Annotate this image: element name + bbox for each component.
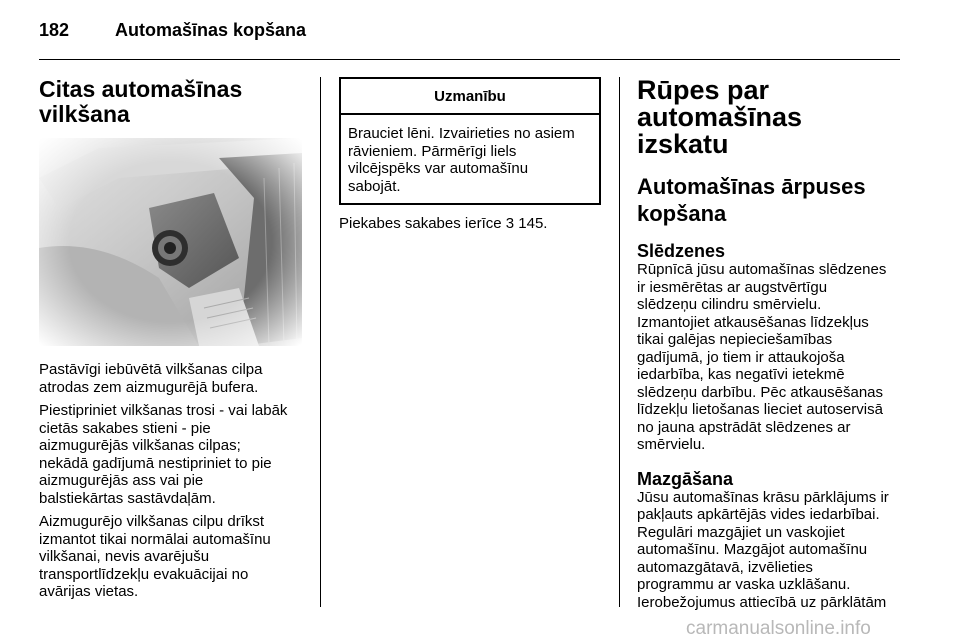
towing-paragraph-2: Piestipriniet vilkšanas trosi - vai labāk cietās sakabes stieni - pie aizmugurējās vilkšanas cilpas; nekādā gadījumā nestipriniet to pie aizmugurējās ass vai pie balstiekārtas sastāvdaļām. [39, 402, 288, 507]
page-number: 182 [39, 20, 70, 40]
caution-title: Uzmanību [341, 79, 599, 115]
caution-box [339, 77, 601, 205]
topic-heading-locks: Slēdzenes [637, 241, 726, 261]
section-heading-appearance: Rūpes par automašīnas izskatu [637, 75, 803, 159]
watermark: carmanualsonline.info [686, 618, 871, 639]
right-column [637, 77, 905, 611]
left-column [39, 77, 307, 601]
towing-paragraph-1: Pastāvīgi iebūvētā vilkšanas cilpa atrodas zem aizmugurējā bufera. [39, 361, 263, 396]
locks-paragraph: Rūpnīcā jūsu automašīnas slēdzenes ir iesmērētas ar augstvērtīgu slēdzeņu cilindru smērvielu. Izmantojiet atkausēšanas līdzekļus tikai galējas nepieciešamības gadījumā, jo tiem ir attaukojoša iedarbība, kas negatīvi ietekmē slēdzeņu darbību. Pēc atkausēšanas līdzekļu lietošanas lieciet autoservisā no jauna apstrādāt slēdzenes ar smērvielu. [637, 261, 887, 453]
cross-reference [339, 215, 605, 233]
section-heading-towing: Citas automašīnas vilkšana [39, 76, 243, 127]
reference-arrow-icon: 3 [505, 215, 515, 232]
header-rule [39, 59, 900, 60]
towing-eye-illustration [39, 138, 302, 346]
column-divider-left [320, 77, 321, 607]
page-title: Automašīnas kopšana [115, 20, 307, 40]
cross-reference-text: Piekabes sakabes ierīce [339, 215, 502, 232]
caution-text: Brauciet lēni. Izvairieties no asiem rāvieniem. Pārmērīgi liels vilcējspēks var automašīnu sabojāt. [348, 125, 575, 195]
column-divider-right [619, 77, 620, 607]
topic-heading-washing: Mazgāšana [637, 468, 734, 489]
middle-column [339, 77, 605, 233]
subsection-heading-exterior: Automašīnas ārpuses kopšana [637, 174, 866, 226]
reference-page: 145. [518, 215, 548, 232]
washing-paragraph: Jūsu automašīnas krāsu pārklājums ir pakļauts apkārtējās vides iedarbībai. Regulāri mazgājiet un vaskojiet automašīnu. Mazgājot automašīnu automazgātavā, izvēlieties programmu ar vaska uzklāšanu. Ierobežojumus attiecībā uz pārklātām [637, 488, 889, 611]
towing-paragraph-3: Aizmugurējo vilkšanas cilpu drīkst izmantot tikai normālai automašīnu vilkšanai, nevis avarējušu transportlīdzekļu evakuācijai no avārijas vietas. [39, 513, 271, 600]
